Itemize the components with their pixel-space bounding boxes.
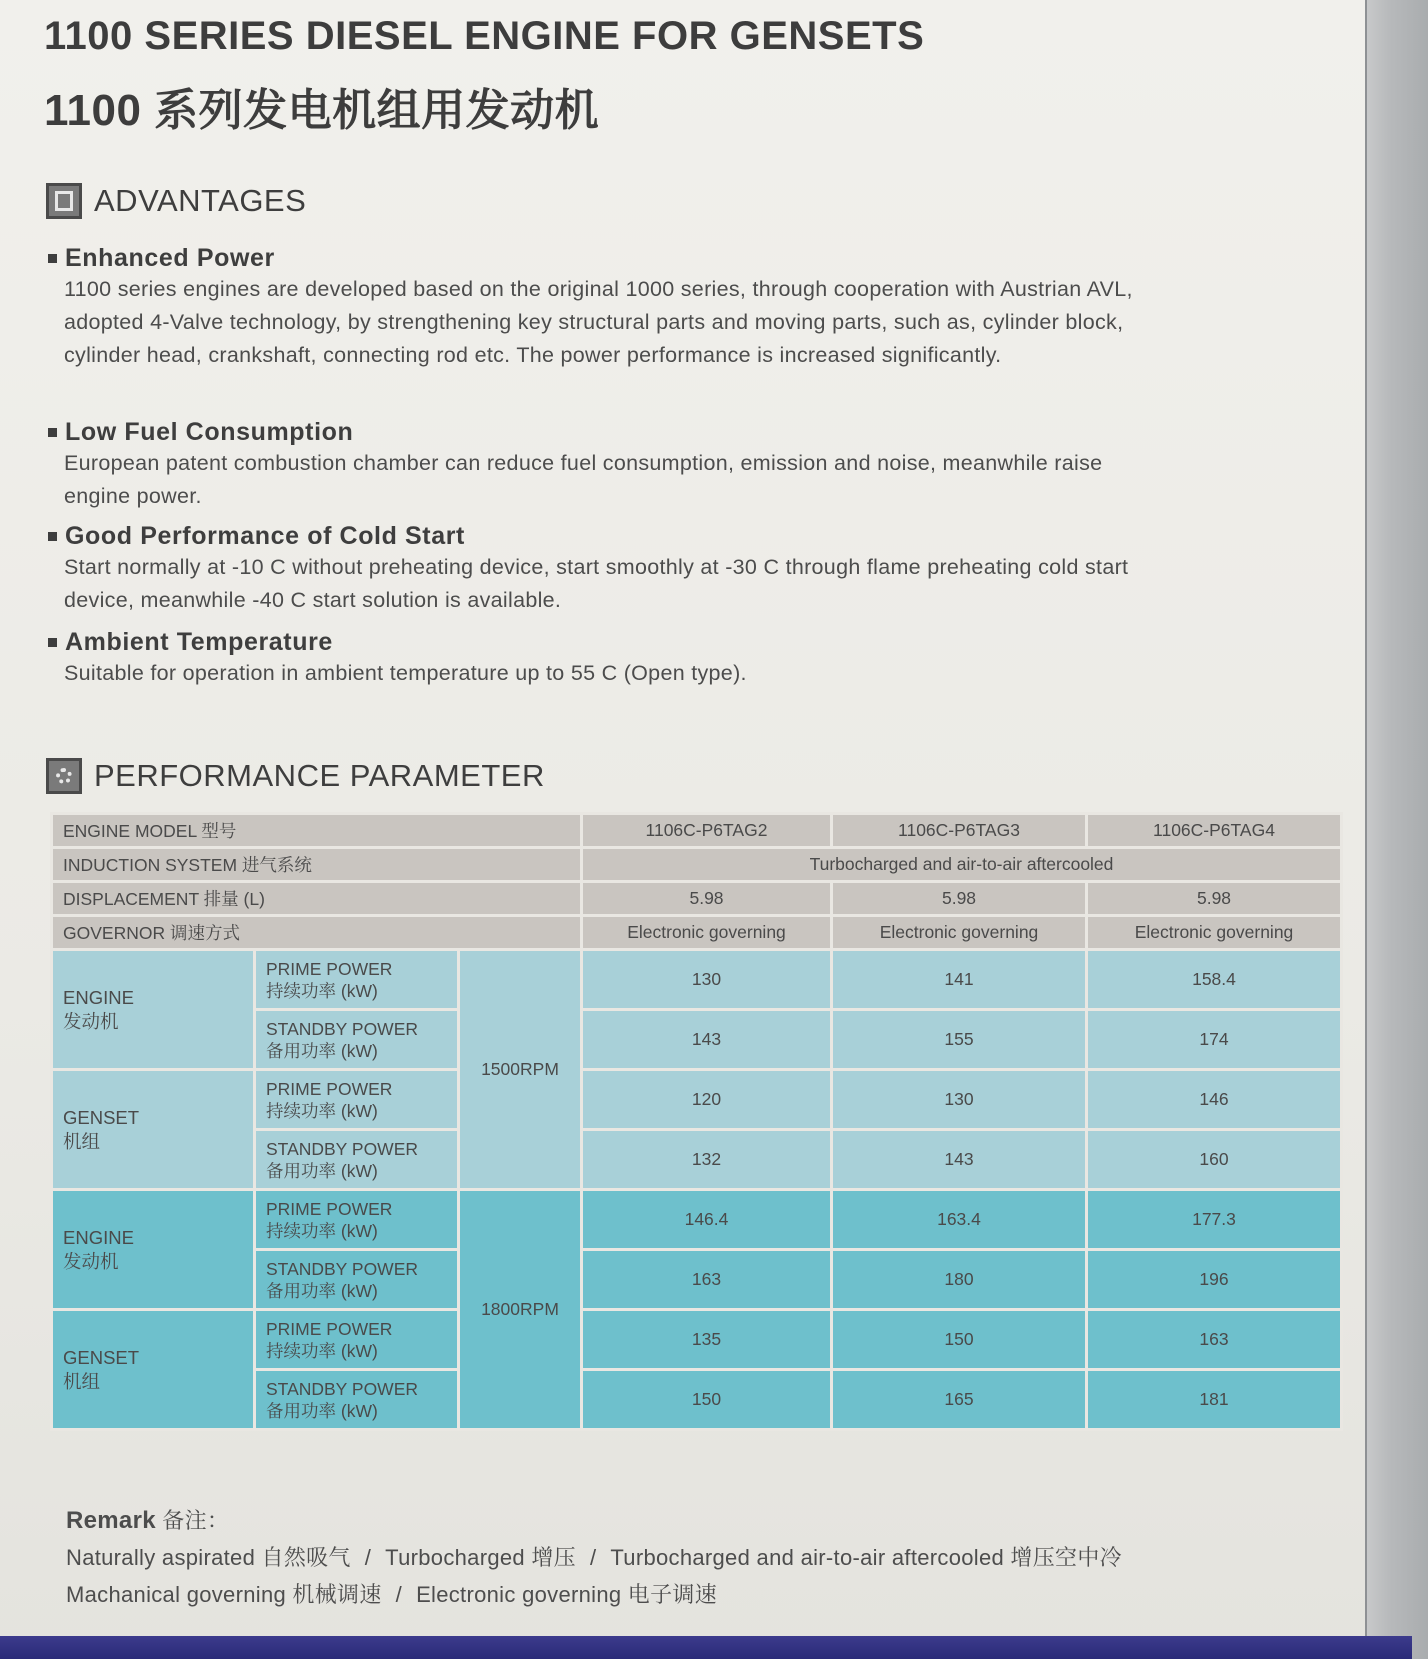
group-genset: GENSET 机组: [52, 1310, 255, 1430]
bullet-icon: [48, 254, 57, 263]
bullet-icon: [48, 638, 57, 647]
power-label-standby: STANDBY POWER 备用功率 (kW): [255, 1010, 459, 1070]
bullet-icon: [48, 532, 57, 541]
advantage-title: Low Fuel Consumption: [65, 418, 354, 446]
table-row: [52, 950, 1342, 1010]
bullet-icon: [48, 428, 57, 437]
table-cell: 130: [582, 950, 832, 1010]
table-cell: 163: [1087, 1310, 1342, 1370]
gear-icon: [46, 758, 82, 794]
table-row: [52, 882, 1342, 916]
advantage-item: [48, 522, 1228, 617]
table-cell: Electronic governing: [1087, 916, 1342, 950]
table-cell: 5.98: [832, 882, 1087, 916]
remark-item: Machanical governing 机械调速: [66, 1582, 382, 1607]
remark-label: Remark: [66, 1507, 156, 1534]
title-english: 1100 SERIES DIESEL ENGINE FOR GENSETS: [44, 14, 925, 58]
group-engine: ENGINE 发动机: [52, 950, 255, 1070]
table-cell: Electronic governing: [832, 916, 1087, 950]
title-chinese: 1100 系列发电机组用发动机: [44, 86, 600, 135]
table-row: [52, 1070, 1342, 1130]
row-label-engine-model: ENGINE MODEL 型号: [52, 814, 582, 848]
table-cell: 141: [832, 950, 1087, 1010]
power-label-prime: PRIME POWER 持续功率 (kW): [255, 1190, 459, 1250]
remark-item: Turbocharged and air-to-air aftercooled 增压空中冷: [610, 1545, 1122, 1570]
power-label-prime: PRIME POWER 持续功率 (kW): [255, 1070, 459, 1130]
table-cell: 143: [832, 1130, 1087, 1190]
page-edge-shadow: [1365, 0, 1428, 1659]
remark-line-governing: [66, 1576, 1122, 1613]
power-label-standby: STANDBY POWER 备用功率 (kW): [255, 1130, 459, 1190]
power-label-prime: PRIME POWER 持续功率 (kW): [255, 1310, 459, 1370]
table-cell: 5.98: [582, 882, 832, 916]
performance-table: [50, 812, 1343, 1431]
performance-heading-text: PERFORMANCE PARAMETER: [94, 758, 545, 793]
table-cell: 163: [582, 1250, 832, 1310]
table-cell: 160: [1087, 1130, 1342, 1190]
table-row: [52, 848, 1342, 882]
table-cell: 143: [582, 1010, 832, 1070]
row-label-displacement: DISPLACEMENT 排量 (L): [52, 882, 582, 916]
remark-line-induction: [66, 1539, 1122, 1576]
group-engine: ENGINE 发动机: [52, 1190, 255, 1310]
remark-separator: /: [364, 1545, 372, 1570]
advantage-item: [48, 418, 1228, 513]
table-cell: 174: [1087, 1010, 1342, 1070]
remark-item: Naturally aspirated 自然吸气: [66, 1545, 351, 1570]
table-row: [52, 1190, 1342, 1250]
table-cell: Turbocharged and air-to-air aftercooled: [582, 848, 1342, 882]
row-label-induction: INDUCTION SYSTEM 进气系统: [52, 848, 582, 882]
table-cell: 130: [832, 1070, 1087, 1130]
table-cell: 165: [832, 1370, 1087, 1430]
table-cell: 1106C-P6TAG2: [582, 814, 832, 848]
advantage-text: 1100 series engines are developed based on the original 1000 series, through cooperation with Austrian AVL, adopted 4-Valve technology, by strengthening key structural parts and moving parts, such as, cylinder block, cylinder head, crankshaft, connecting rod etc. The power performance is increased significantly.: [64, 277, 1133, 367]
table-cell: 5.98: [1087, 882, 1342, 916]
advantage-title: Ambient Temperature: [65, 628, 333, 656]
table-cell: 181: [1087, 1370, 1342, 1430]
remark-block: [66, 1502, 1122, 1613]
table-cell: 180: [832, 1250, 1087, 1310]
power-label-prime: PRIME POWER 持续功率 (kW): [255, 950, 459, 1010]
table-row: [52, 814, 1342, 848]
remark-separator: /: [395, 1582, 403, 1607]
table-cell: 146: [1087, 1070, 1342, 1130]
table-cell: 196: [1087, 1250, 1342, 1310]
table-cell: 120: [582, 1070, 832, 1130]
table-row: [52, 1310, 1342, 1370]
advantage-item: [48, 628, 1228, 690]
table-cell: 1106C-P6TAG3: [832, 814, 1087, 848]
advantage-text: Suitable for operation in ambient temperature up to 55 C (Open type).: [64, 661, 747, 685]
table-cell: 150: [582, 1370, 832, 1430]
advantage-title: Enhanced Power: [65, 244, 275, 272]
table-cell: 158.4: [1087, 950, 1342, 1010]
advantage-text: Start normally at -10 C without preheating device, start smoothly at -30 C through flame preheating cold start device, meanwhile -40 C start solution is available.: [64, 555, 1129, 612]
remark-item: Turbocharged 增压: [385, 1545, 576, 1570]
table-cell: 150: [832, 1310, 1087, 1370]
row-label-governor: GOVERNOR 调速方式: [52, 916, 582, 950]
table-cell: 146.4: [582, 1190, 832, 1250]
remark-label-cn: 备注：: [162, 1508, 230, 1533]
advantage-title: Good Performance of Cold Start: [65, 522, 465, 550]
performance-heading: [46, 758, 545, 794]
table-cell: Electronic governing: [582, 916, 832, 950]
table-cell: 177.3: [1087, 1190, 1342, 1250]
bottom-band: [0, 1636, 1412, 1659]
advantages-heading-text: ADVANTAGES: [94, 183, 307, 218]
advantage-text: European patent combustion chamber can reduce fuel consumption, emission and noise, meanwhile raise engine power.: [64, 451, 1103, 508]
remark-label-line: [66, 1502, 1122, 1539]
table-cell: 135: [582, 1310, 832, 1370]
table-cell: 1106C-P6TAG4: [1087, 814, 1342, 848]
speed-1500rpm: 1500RPM: [459, 950, 582, 1190]
document-icon: [46, 183, 82, 219]
remark-item: Electronic governing 电子调速: [416, 1582, 718, 1607]
power-label-standby: STANDBY POWER 备用功率 (kW): [255, 1370, 459, 1430]
table-cell: 155: [832, 1010, 1087, 1070]
table-cell: 163.4: [832, 1190, 1087, 1250]
speed-1800rpm: 1800RPM: [459, 1190, 582, 1430]
table-row: [52, 916, 1342, 950]
power-label-standby: STANDBY POWER 备用功率 (kW): [255, 1250, 459, 1310]
group-genset: GENSET 机组: [52, 1070, 255, 1190]
advantages-heading: [46, 183, 306, 219]
advantage-item: [48, 244, 1228, 372]
remark-separator: /: [589, 1545, 597, 1570]
table-cell: 132: [582, 1130, 832, 1190]
